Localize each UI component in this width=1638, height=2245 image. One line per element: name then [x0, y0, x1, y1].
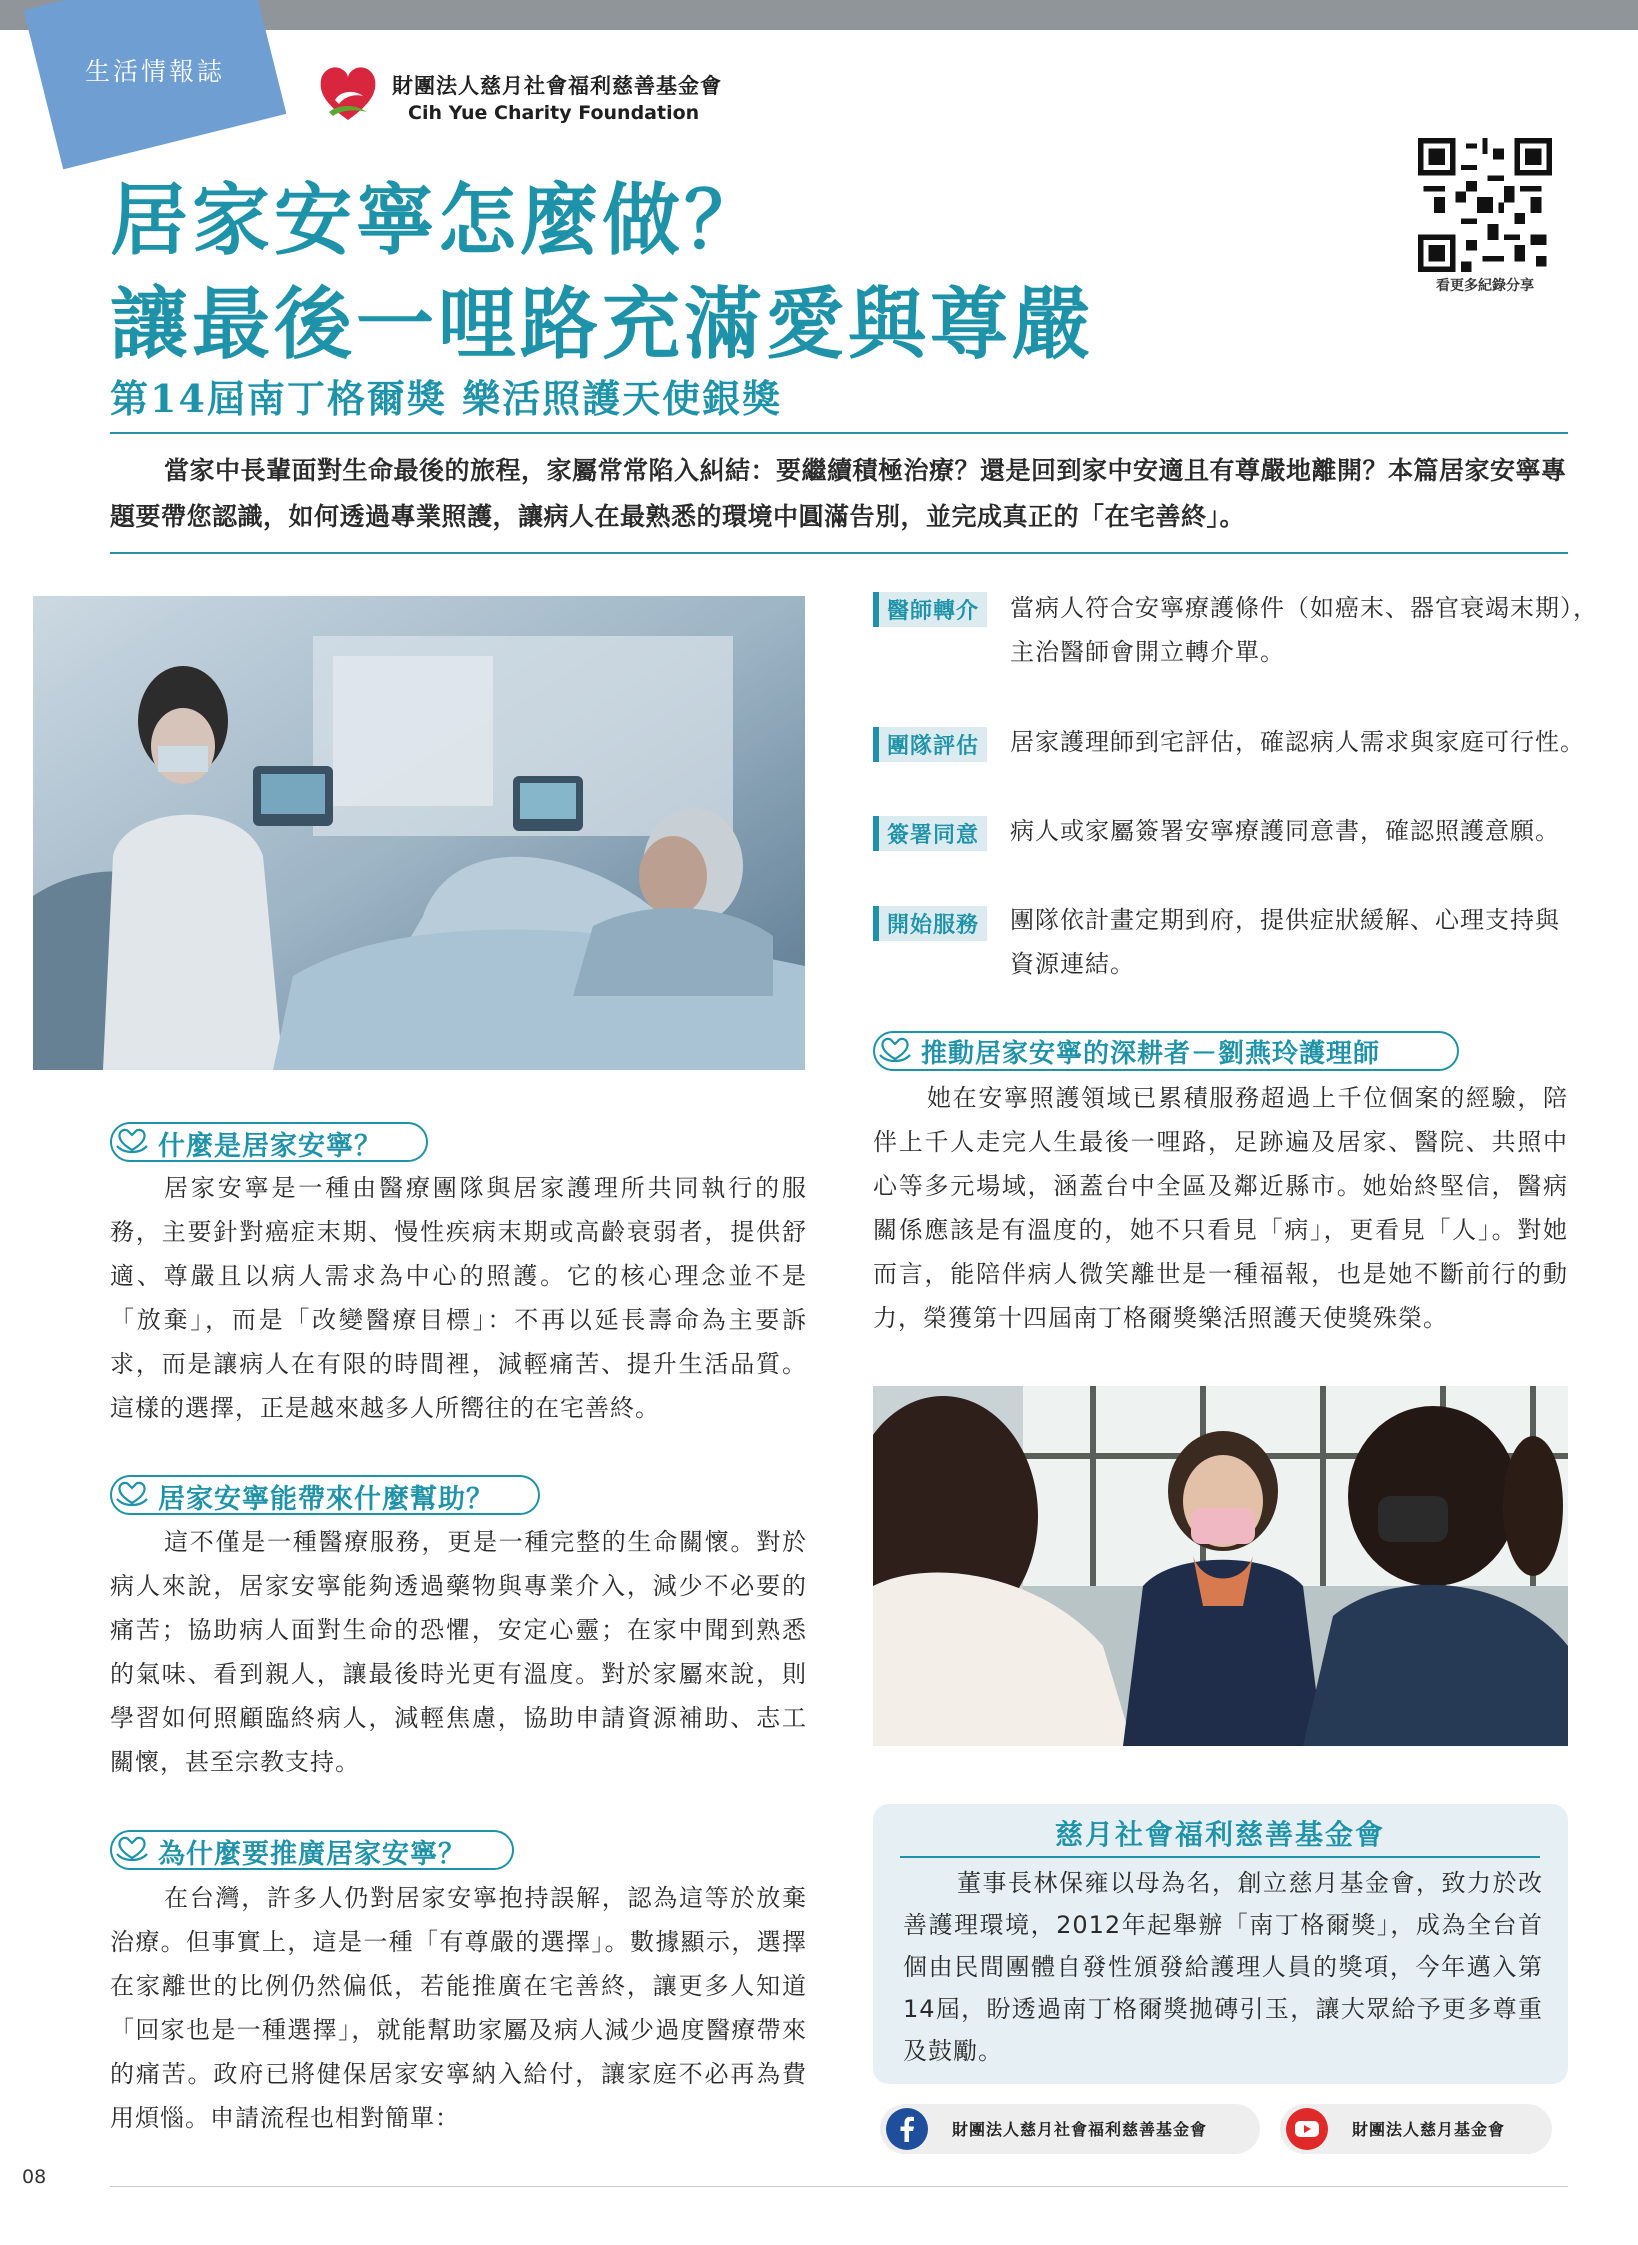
step-text: 居家護理師到宅評估，確認病人需求與家庭可行性。	[1010, 728, 1585, 756]
page-number: 08	[22, 2166, 47, 2188]
foundation-title: 慈月社會福利慈善基金會	[1054, 1818, 1385, 1851]
caring-hands-icon	[114, 1832, 150, 1864]
caring-hands-icon	[114, 1124, 150, 1156]
step-label: 醫師轉介	[873, 592, 987, 627]
youtube-label: 財團法人慈月基金會	[1352, 2120, 1506, 2139]
intro-bottom-rule	[110, 552, 1568, 554]
qr-caption: 看更多紀錄分享	[1436, 278, 1534, 294]
section-heading-text: 居家安寧能帶來什麼幫助？	[158, 1484, 494, 1515]
facebook-link[interactable]	[880, 2104, 1260, 2154]
facebook-label: 財團法人慈月社會福利慈善基金會	[952, 2120, 1208, 2139]
facebook-icon	[886, 2108, 928, 2150]
step-label: 開始服務	[873, 906, 987, 941]
footer-rule	[110, 2186, 1568, 2187]
foundation-body: 董事長林保雍以母為名，創立慈月基金會，致力於改善護理環境，2012年起舉辦「南丁格爾獎」，成為全台首個由民間團體自發性頒發給護理人員的獎項，今年邁入第14屆，盼透過南丁格爾獎拋磚引玉，讓大眾給予更多尊重及鼓勵。	[903, 1869, 1543, 2065]
section-body-help: 這不僅是一種醫療服務，更是一種完整的生命關懷。對於病人來說，居家安寧能夠透過藥物與專業介入，減少不必要的痛苦；協助病人面對生命的恐懼，安定心靈；在家中聞到熟悉的氣味、看到親人，讓最後時光更有溫度。對於家屬來說，則學習如何照顧臨終病人，減輕焦慮，協助申請資源補助、志工關懷，甚至宗教支持。	[110, 1528, 807, 1776]
page-title-line1: 居家安寧怎麼做？	[110, 175, 767, 266]
page-subtitle: 第14屆南丁格爾獎 樂活照護天使銀獎	[110, 376, 783, 421]
youtube-link[interactable]	[1280, 2104, 1552, 2154]
section-body-what: 居家安寧是一種由醫療團隊與居家護理所共同執行的服務，主要針對癌症末期、慢性疾病末期或高齡衰弱者，提供舒適、尊嚴且以病人需求為中心的照護。它的核心理念並不是「放棄」，而是「改變醫療目標」：不再以延長壽命為主要訴求，而是讓病人在有限的時間裡，減輕痛苦、提升生活品質。這樣的選擇，正是越來越多人所嚮往的在宅善終。	[110, 1174, 807, 1422]
foundation-title-rule	[900, 1856, 1540, 1858]
foundation-logo-icon	[315, 60, 381, 126]
youtube-icon	[1286, 2108, 1328, 2150]
section-body-why: 在台灣，許多人仍對居家安寧抱持誤解，認為這等於放棄治療。但事實上，這是一種「有尊嚴的選擇」。數據顯示，選擇在家離世的比例仍然偏低，若能推廣在宅善終，讓更多人知道「回家也是一種選擇」，就能幫助家屬及病人減少過度醫療帶來的痛苦。政府已將健保居家安寧納入給付，讓家庭不必再為費用煩惱。申請流程也相對簡單：	[110, 1884, 807, 2132]
section-heading-profile	[873, 1031, 1463, 1073]
section-heading-what	[110, 1122, 430, 1164]
step-text: 團隊依計畫定期到府，提供症狀緩解、心理支持與	[1010, 906, 1560, 934]
step-text: 病人或家屬簽署安寧療護同意書，確認照護意願。	[1010, 817, 1560, 845]
section-heading-text: 什麼是居家安寧？	[158, 1131, 382, 1162]
nurse-meeting-photo	[873, 1386, 1568, 1746]
section-heading-help	[110, 1475, 540, 1517]
section-heading-text: 推動居家安寧的深耕者－劉燕玲護理師	[921, 1039, 1381, 1069]
section-heading-why	[110, 1830, 520, 1872]
section-heading-text: 為什麼要推廣居家安寧？	[158, 1839, 466, 1870]
qr-code-icon[interactable]	[1418, 138, 1552, 272]
page-title-line2: 讓最後一哩路充滿愛與尊嚴	[110, 279, 1095, 370]
caring-hands-icon	[877, 1033, 913, 1065]
org-name-cn: 財團法人慈月社會福利慈善基金會	[392, 74, 722, 98]
hospital-photo	[33, 596, 805, 1070]
step-label: 簽署同意	[873, 816, 987, 851]
profile-body: 她在安寧照護領域已累積服務超過上千位個案的經驗，陪伴上千人走完人生最後一哩路，足跡遍及居家、醫院、共照中心等多元場域，涵蓋台中全區及鄰近縣市。她始終堅信，醫病關係應該是有溫度的，她不只看見「病」，更看見「人」。對她而言，能陪伴病人微笑離世是一種福報，也是她不斷前行的動力，榮獲第十四屆南丁格爾獎樂活照護天使獎殊榮。	[873, 1084, 1568, 1332]
step-text: 當病人符合安寧療護條件（如癌末、器官衰竭末期），	[1010, 594, 1598, 622]
magazine-tag: 生活情報誌	[85, 57, 226, 86]
intro-top-rule	[110, 432, 1568, 434]
intro-paragraph: 當家中長輩面對生命最後的旅程，家屬常常陷入糾結：要繼續積極治療？還是回到家中安適且有尊嚴地離開？本篇居家安寧專題要帶您認識，如何透過專業照護，讓病人在最熟悉的環境中圓滿告別，並完成真正的「在宅善終」。	[110, 456, 1567, 531]
caring-hands-icon	[114, 1477, 150, 1509]
step-text: 資源連結。	[1010, 950, 1135, 978]
org-name-en: Cih Yue Charity Foundation	[408, 102, 700, 124]
step-label: 團隊評估	[873, 727, 987, 762]
step-text: 主治醫師會開立轉介單。	[1010, 638, 1285, 666]
